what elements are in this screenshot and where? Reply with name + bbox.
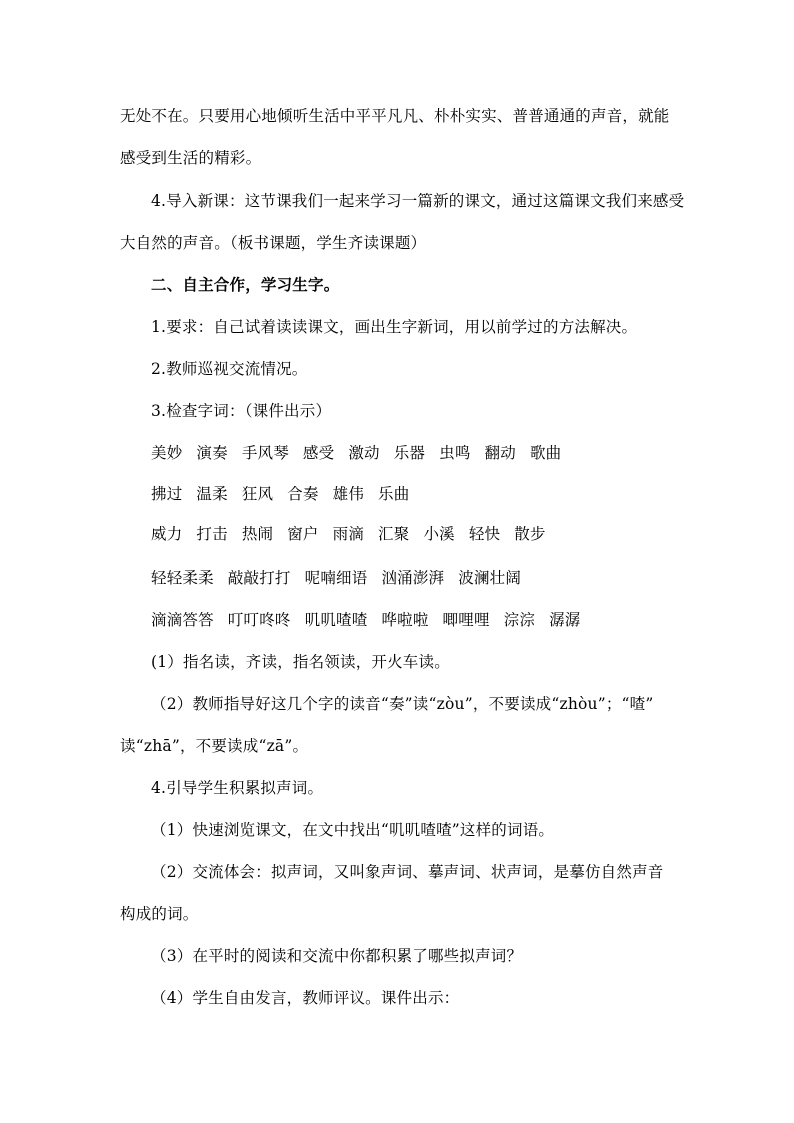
paragraph-line: （2）教师指导好这几个字的读音“奏”读“zòu”，不要读成“zhòu”；“喳” <box>151 695 654 713</box>
paragraph-line: （1）快速浏览课文，在文中找出“叽叽喳喳”这样的词语。 <box>151 821 555 839</box>
word: 激动 <box>348 444 380 462</box>
word: 汹涌澎湃 <box>381 569 445 587</box>
word: 感受 <box>302 444 335 462</box>
word: 窗户 <box>287 525 319 543</box>
word: 轻快 <box>468 525 501 543</box>
paragraph-line: （4）学生自由发言，教师评议。课件出示： <box>151 989 460 1007</box>
word: 滴滴答答 <box>151 611 214 629</box>
word: 美妙 <box>151 444 183 462</box>
word: 乐器 <box>393 444 426 462</box>
paragraph-line: 读“zhā”，不要读成“zā”。 <box>120 737 309 755</box>
word: 演奏 <box>196 444 228 462</box>
word: 小溪 <box>423 525 455 543</box>
paragraph-line: 1.要求：自己试着读读课文，画出生字新词，用以前学过的方法解决。 <box>151 318 638 336</box>
word: 手风琴 <box>241 444 289 462</box>
word: 雨滴 <box>332 525 365 543</box>
word: 拂过 <box>151 485 183 503</box>
word: 哗啦啦 <box>381 611 429 629</box>
word: 打击 <box>196 525 228 543</box>
word: 叽叽喳喳 <box>304 611 368 629</box>
word: 威力 <box>151 525 183 543</box>
paragraph-line: 4.引导学生积累拟声词。 <box>151 779 324 797</box>
word-row-5 <box>151 608 684 632</box>
paragraph-line: （3）在平时的阅读和交流中你都积累了哪些拟声词？ <box>151 947 523 965</box>
word: 虫鸣 <box>439 444 471 462</box>
paragraph-line: 感受到生活的精彩。 <box>120 149 262 167</box>
paragraph-line: 大自然的声音。（板书课题，学生齐读课题） <box>120 234 427 252</box>
word: 狂风 <box>241 485 274 503</box>
word: 热闹 <box>241 525 274 543</box>
paragraph-line: 3.检查字词：（课件出示） <box>151 402 332 420</box>
paragraph-line: (1）指名读，齐读，指名领读，开火车读。 <box>151 653 450 671</box>
word: 波澜壮阔 <box>458 569 522 587</box>
word: 潺潺 <box>549 611 581 629</box>
word: 雄伟 <box>332 485 365 503</box>
word-row-1 <box>151 441 684 465</box>
word: 散步 <box>514 525 546 543</box>
word: 汇聚 <box>378 525 410 543</box>
paragraph-line: 2.教师巡视交流情况。 <box>151 360 308 378</box>
section-heading: 二、自主合作，学习生字。 <box>151 275 340 294</box>
word-row-4 <box>151 566 684 590</box>
word: 呢喃细语 <box>304 569 368 587</box>
word: 歌曲 <box>529 444 562 462</box>
word-row-2 <box>151 482 684 506</box>
word: 乐曲 <box>378 485 410 503</box>
word: 淙淙 <box>503 611 536 629</box>
word: 叮叮咚咚 <box>227 611 291 629</box>
word: 轻轻柔柔 <box>151 569 214 587</box>
paragraph-line: 4.导入新课：这节课我们一起来学习一篇新的课文，通过这篇课文我们来感受 <box>151 192 685 210</box>
paragraph-line: 无处不在。只要用心地倾听生活中平平凡凡、朴朴实实、普普通通的声音，就能 <box>120 107 670 125</box>
paragraph-line: 构成的词。 <box>120 905 199 923</box>
word: 合奏 <box>287 485 319 503</box>
word: 温柔 <box>196 485 228 503</box>
word-row-3 <box>151 522 684 546</box>
paragraph-line: （2）交流体会：拟声词，又叫象声词、摹声词、状声词，是摹仿自然声音 <box>151 863 664 881</box>
word: 翻动 <box>484 444 516 462</box>
word: 唧哩哩 <box>442 611 490 629</box>
word: 敲敲打打 <box>227 569 291 587</box>
